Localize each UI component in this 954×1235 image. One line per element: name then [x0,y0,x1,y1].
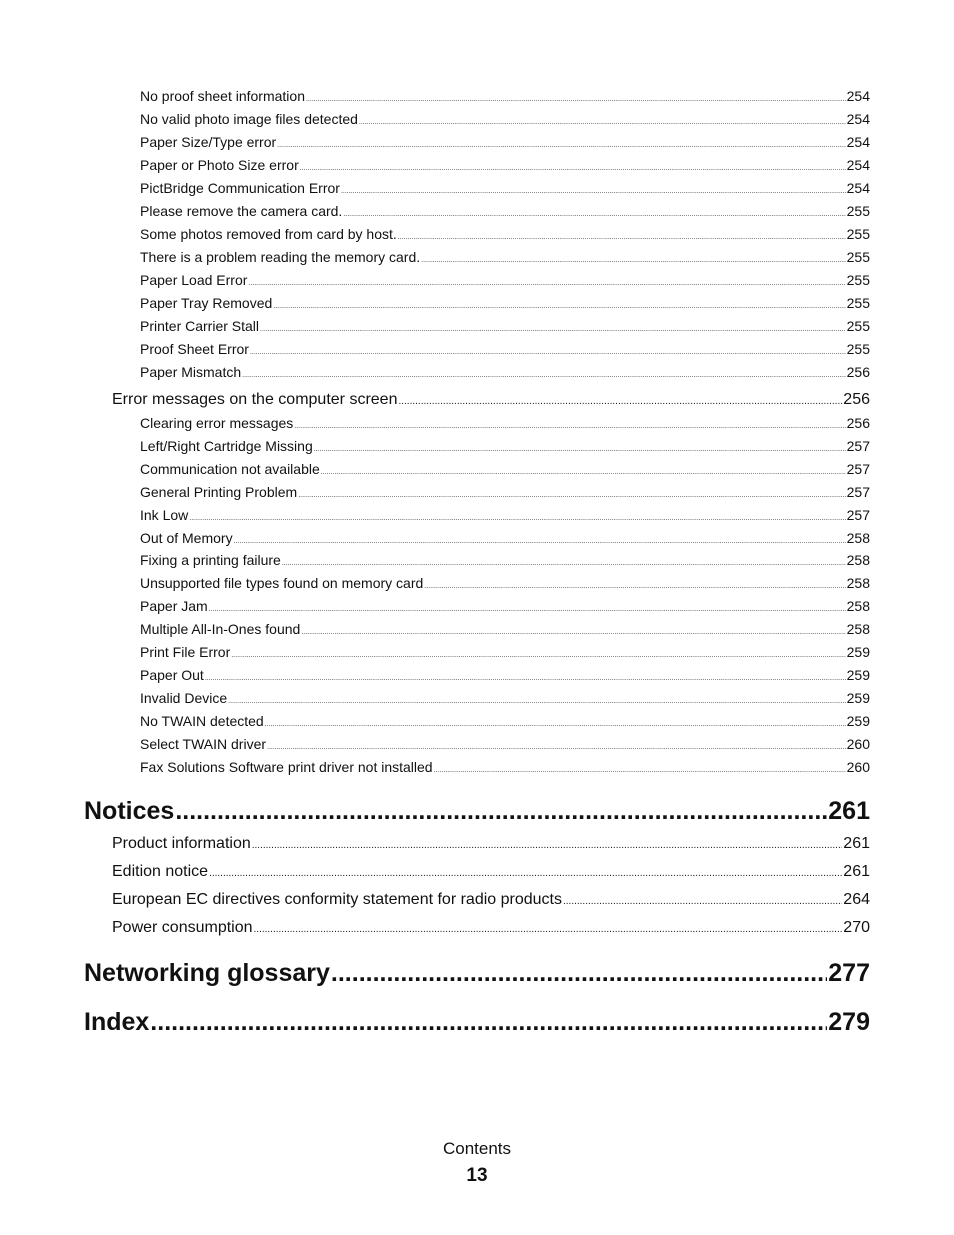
toc-entry-page: 259 [846,644,870,660]
toc-section-page: 264 [843,891,870,908]
toc-chapter-index[interactable] [84,1004,870,1040]
toc-entry-title: Print File Error [140,644,231,660]
dot-leader [424,573,845,593]
toc-section-title: Edition notice [112,863,209,880]
toc-entry-page: 256 [846,364,870,380]
toc-entry[interactable] [140,505,870,525]
toc-entry[interactable] [140,270,870,290]
toc-entry-page: 255 [846,249,870,265]
dot-leader [228,688,845,708]
dot-leader [277,132,845,152]
toc-entry-page: 258 [846,621,870,637]
dot-leader [265,711,846,731]
dot-leader [298,482,845,502]
toc-entry[interactable] [140,482,870,502]
toc-entry[interactable] [140,688,870,708]
dot-leader [209,596,846,616]
toc-section-entry[interactable] [112,389,870,411]
dot-leader [205,665,846,685]
dot-leader [341,178,846,198]
toc-entry[interactable] [140,201,870,221]
dot-leader [306,86,846,106]
toc-entry-page: 255 [846,226,870,242]
toc-entry-title: PictBridge Communication Error [140,180,340,196]
toc-section-page: 261 [843,863,870,880]
toc-entry[interactable] [140,550,870,570]
toc-entry-title: Fax Solutions Software print driver not installed [140,759,433,775]
toc-section-title: European EC directives conformity statement for radio products [112,891,562,908]
toc-entry[interactable] [140,436,870,456]
toc-entry-title: Paper Tray Removed [140,295,273,311]
toc-entry-page: 259 [846,713,870,729]
dot-leader [273,293,845,313]
chapter-title: Networking glossary [84,959,330,987]
toc-entry-title: Some photos removed from card by host. [140,226,397,242]
toc-entry-title: Ink Low [140,507,189,523]
dot-leader [175,793,827,829]
toc-entry-page: 254 [846,134,870,150]
toc-entry-title: Paper Size/Type error [140,134,277,150]
dot-leader [301,619,845,639]
toc-entry-title: Out of Memory [140,530,233,546]
dot-leader [209,861,842,883]
toc-entry-title: Paper Jam [140,598,208,614]
toc-entry-page: 260 [846,759,870,775]
toc-entry[interactable] [140,413,870,433]
toc-entry-page: 258 [846,552,870,568]
toc-entry[interactable] [140,642,870,662]
toc-section-entry[interactable] [112,833,870,855]
dot-leader [434,757,846,777]
toc-section-page: 270 [843,919,870,936]
toc-entry[interactable] [140,665,870,685]
toc-entry[interactable] [140,734,870,754]
dot-leader [282,550,846,570]
toc-section-title: Error messages on the computer screen [112,391,398,408]
toc-entry-title: Communication not available [140,461,320,477]
toc-entry[interactable] [140,362,870,382]
dot-leader [398,389,842,411]
dot-leader [242,362,845,382]
toc-section-entry[interactable] [112,861,870,883]
toc-entry-title: Unsupported file types found on memory card [140,575,424,591]
toc-entry[interactable] [140,109,870,129]
toc-entry-page: 258 [846,575,870,591]
toc-entry[interactable] [140,619,870,639]
toc-entry-title: Select TWAIN driver [140,736,267,752]
toc-entry[interactable] [140,757,870,777]
toc-entry-page: 257 [846,461,870,477]
footer-section-name: Contents [442,1139,512,1158]
toc-entry[interactable] [140,596,870,616]
dot-leader [314,436,846,456]
toc-entry-page: 257 [846,438,870,454]
toc-entry-page: 255 [846,341,870,357]
dot-leader [150,1004,827,1040]
toc-entry-page: 258 [846,530,870,546]
toc-entry-title: No valid photo image files detected [140,111,358,127]
toc-section-title: Power consumption [112,919,253,936]
dot-leader [343,201,845,221]
toc-entry-page: 258 [846,598,870,614]
toc-entry[interactable] [140,459,870,479]
chapter-page: 279 [828,1008,870,1036]
toc-entry[interactable] [140,224,870,244]
toc-entry-title: Printer Carrier Stall [140,318,260,334]
dot-leader [398,224,846,244]
toc-section-entry[interactable] [112,917,870,939]
toc-entry-page: 260 [846,736,870,752]
dot-leader [260,316,846,336]
toc-entry-page: 254 [846,157,870,173]
toc-entry-title: No TWAIN detected [140,713,264,729]
toc-entry-title: Fixing a printing failure [140,552,281,568]
toc-chapter-networking-glossary[interactable] [84,955,870,991]
toc-entry-page: 255 [846,272,870,288]
toc-entry-title: Paper Load Error [140,272,248,288]
dot-leader [421,247,846,267]
toc-entry-title: No proof sheet information [140,88,305,104]
toc-entry[interactable] [140,86,870,106]
toc-entry-title: Paper Mismatch [140,364,242,380]
toc-entry[interactable] [140,573,870,593]
dot-leader [267,734,846,754]
dot-leader [294,413,845,433]
toc-entry-page: 254 [846,180,870,196]
toc-entry-page: 259 [846,667,870,683]
toc-entry-page: 256 [846,415,870,431]
toc-entry-title: Left/Right Cartridge Missing [140,438,313,454]
dot-leader [254,917,843,939]
toc-section-page: 256 [843,391,870,408]
dot-leader [189,505,845,525]
toc-entry[interactable] [140,247,870,267]
dot-leader [250,339,846,359]
dot-leader [252,833,843,855]
footer-page-number: 13 [466,1165,488,1186]
toc-entry[interactable] [140,711,870,731]
toc-entry-page: 254 [846,111,870,127]
toc-entry-page: 259 [846,690,870,706]
dot-leader [331,955,827,991]
dot-leader [359,109,846,129]
toc-entry[interactable] [140,155,870,175]
toc-entry-page: 257 [846,507,870,523]
toc-chapter-notices[interactable] [84,793,870,829]
toc-entry-page: 255 [846,295,870,311]
toc-entry-title: There is a problem reading the memory card. [140,249,421,265]
dot-leader [234,528,846,548]
toc-entry-title: Clearing error messages [140,415,294,431]
toc-entry[interactable] [140,316,870,336]
toc-entry-title: General Printing Problem [140,484,298,500]
chapter-title: Index [84,1008,150,1036]
toc-entry-title: Paper Out [140,667,204,683]
toc-entry-page: 255 [846,203,870,219]
toc-entry[interactable] [140,293,870,313]
chapter-title: Notices [84,797,175,825]
toc-entry-title: Multiple All-In-Ones found [140,621,301,637]
toc-entry[interactable] [140,339,870,359]
toc-section-title: Product information [112,835,251,852]
dot-leader [231,642,845,662]
toc-section-page: 261 [843,835,870,852]
toc-entry-page: 255 [846,318,870,334]
toc-entry[interactable] [140,132,870,152]
chapter-page: 277 [828,959,870,987]
dot-leader [300,155,846,175]
toc-section-entry[interactable] [112,889,870,911]
toc-entry-title: Invalid Device [140,690,228,706]
toc-entry-title: Proof Sheet Error [140,341,249,357]
toc-entry-title: Paper or Photo Size error [140,157,299,173]
dot-leader [321,459,846,479]
dot-leader [248,270,845,290]
chapter-page: 261 [828,797,870,825]
toc-entry[interactable] [140,528,870,548]
toc-entry-page: 254 [846,88,870,104]
toc-entry-page: 257 [846,484,870,500]
toc-entry-title: Please remove the camera card. [140,203,343,219]
dot-leader [563,889,842,911]
toc-entry[interactable] [140,178,870,198]
